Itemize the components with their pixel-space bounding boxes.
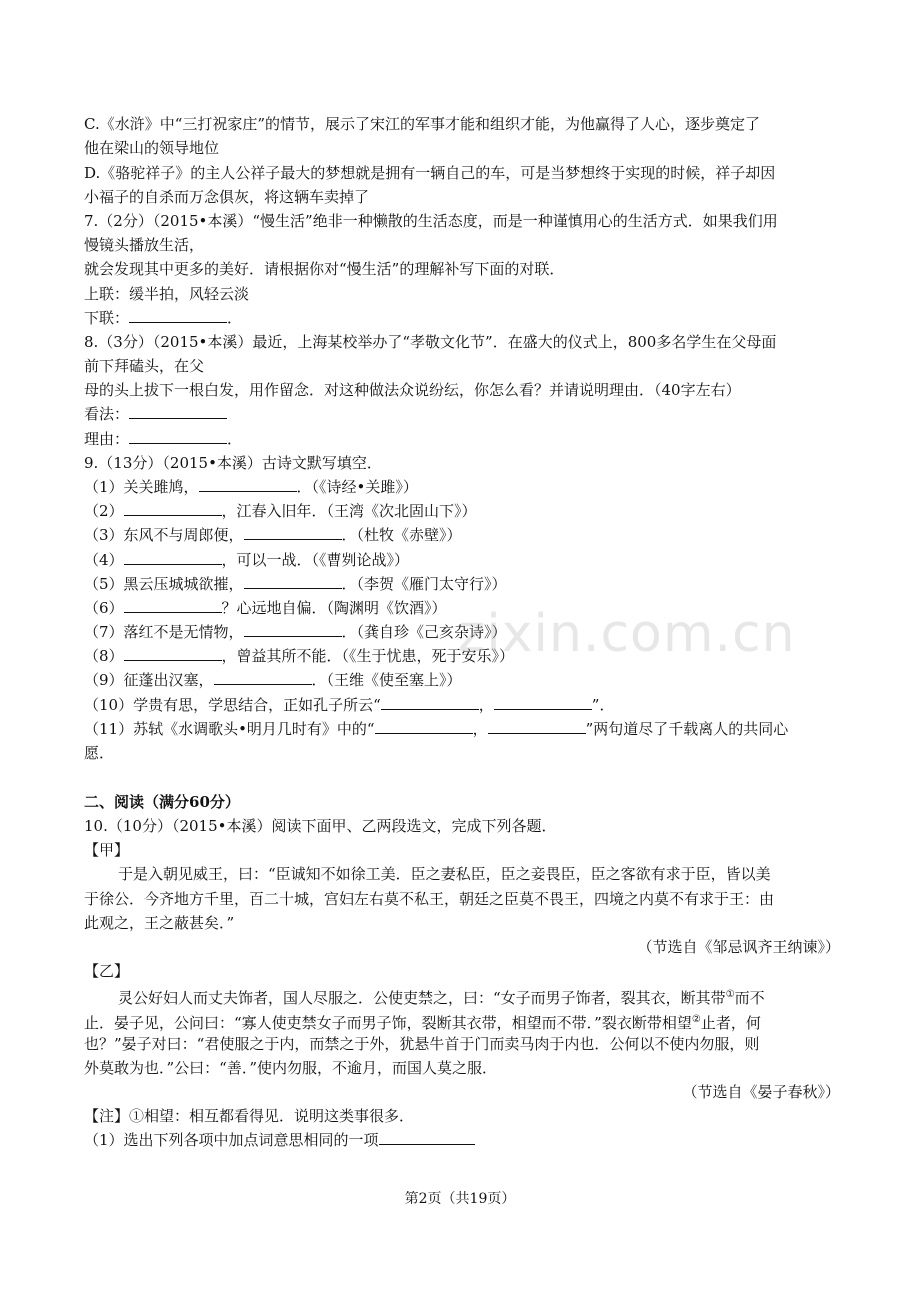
comma: ， (472, 720, 488, 738)
answer-blank[interactable] (129, 404, 227, 419)
option-d-line1: D.《骆驼祥子》的主人公祥子最大的梦想就是拥有一辆自己的车，可是当梦想终于实现的时候，祥子却因 (84, 164, 776, 182)
answer-blank[interactable] (244, 525, 342, 540)
question-text: （1）选出下列各项中加点词意思相同的一项 (84, 1131, 379, 1149)
opinion-label: 看法： (84, 405, 130, 423)
passage-text: 止．晏子见，公问曰：“寡人使吏禁女子而男子饰，裂断其衣带，相望而不带．”裂衣断带相望 (84, 1014, 692, 1032)
comma: ， (478, 696, 494, 714)
answer-blank[interactable] (129, 429, 227, 444)
poem-source: ，曾益其所不能．（《生于忧患，死于安乐》） (221, 647, 515, 665)
passage-yi-line2 (84, 1010, 840, 1033)
question-7-line2: 慢镜头播放生活， (84, 236, 205, 254)
poem-text: （11）苏轼《水调歌头•明月几时有》中的“ (84, 720, 375, 738)
section-2-heading: 二、阅读（满分60分） (84, 793, 240, 811)
poem-source: ”． (591, 696, 615, 714)
passage-yi-line1 (118, 985, 840, 1008)
answer-blank[interactable] (124, 550, 222, 565)
answer-blank[interactable] (494, 695, 592, 710)
poem-source: ．（杜牧《赤壁》） (341, 526, 462, 544)
poem-item-3 (84, 525, 840, 545)
poem-item-10 (84, 695, 840, 715)
poem-source: ．（龚自珍《己亥杂诗》） (341, 623, 507, 641)
answer-blank[interactable] (124, 646, 222, 661)
passage-yi-line3: 也？”晏子对曰：“君使服之于内，而禁之于外，犹悬牛首于门而卖马肉于内也．公何以不使内勿服，则 (84, 1035, 760, 1053)
option-c-line1: C.《水浒》中“三打祝家庄”的情节，展示了宋江的军事才能和组织才能，为他赢得了人心，逐步奠定了 (84, 115, 761, 133)
watermark: zixin.com.cn (458, 604, 796, 664)
poem-text: （7）落红不是无情物， (84, 623, 244, 641)
poem-source: ．（李贺《雁门太守行》） (341, 575, 507, 593)
poem-item-2 (84, 501, 840, 521)
poem-source: ”两句道尽了千载离人的共同心 (585, 720, 789, 738)
passage-jia-line3: 此观之，王之蔽甚矣．” (84, 914, 235, 932)
answer-blank[interactable] (129, 308, 227, 323)
answer-blank[interactable] (124, 501, 222, 516)
passage-jia-source: （节选自《邹忌讽齐王纳谏》） (637, 938, 840, 956)
poem-text: （2） (84, 502, 124, 520)
passage-jia-line2: 于徐公．今齐地方千里，百二十城，宫妇左右莫不私王，朝廷之臣莫不畏王，四境之内莫不有求于王：由 (84, 890, 775, 908)
poem-source: ，江春入旧年．（王湾《次北固山下》） (221, 502, 477, 520)
reason-label: 理由： (84, 430, 130, 448)
poem-text: （10）学贵有思，学思结合，正如孔子所云“ (84, 696, 381, 714)
poem-source: ？心远地自偏．（陶渊明《饮酒》） (221, 599, 447, 617)
answer-blank[interactable] (124, 598, 222, 613)
answer-blank[interactable] (379, 1130, 475, 1145)
question-8-line1: 8.（3分）（2015•本溪）最近，上海某校举办了“孝敬文化节”．在盛大的仪式上，800多名学生在父母面 (84, 333, 777, 351)
poem-source: ．（王维《使至塞上》） (311, 671, 462, 689)
poem-text: （9）征蓬出汉塞， (84, 671, 214, 689)
passage-text: 止者，何 (700, 1014, 761, 1032)
question-10-title: 10.（10分）（2015•本溪）阅读下面甲、乙两段选文，完成下列各题． (84, 817, 557, 835)
lower-couplet-label: 下联： (84, 309, 130, 327)
option-d-line2: 小福子的自杀而万念俱灰，将这辆车卖掉了 (84, 188, 370, 206)
poem-text: （1）关关雎鸠， (84, 478, 199, 496)
period: ． (227, 430, 243, 448)
upper-couplet: 上联：缓半拍，风轻云淡 (84, 285, 250, 303)
reason-row (84, 429, 840, 449)
question-9-title: 9.（13分）（2015•本溪）古诗文默写填空． (84, 454, 382, 472)
poem-item-4 (84, 550, 840, 570)
answer-blank[interactable] (199, 477, 297, 492)
answer-blank[interactable] (488, 719, 586, 734)
footnote-marker: ② (691, 1014, 701, 1025)
poem-item-1 (84, 477, 840, 497)
answer-blank[interactable] (381, 695, 479, 710)
answer-blank[interactable] (375, 719, 473, 734)
question-7-line1: 7.（2分）（2015•本溪）“慢生活”绝非一种懒散的生活态度，而是一种谨慎用心的生活方式．如果我们用 (84, 212, 778, 230)
poem-source: ．（《诗经•关雎》） (296, 478, 418, 496)
opinion-row (84, 404, 840, 424)
answer-blank[interactable] (244, 574, 342, 589)
question-10-1 (84, 1130, 840, 1150)
footnote-marker: ① (725, 989, 735, 1000)
passage-yi-source: （节选自《晏子春秋》） (682, 1083, 840, 1101)
question-7-line3: 就会发现其中更多的美好．请根据你对“慢生活”的理解补写下面的对联． (84, 260, 565, 278)
poem-text: （3）东风不与周郎便， (84, 526, 244, 544)
passage-text: 而不 (734, 989, 765, 1007)
passage-jia-label: 【甲】 (84, 841, 130, 859)
question-8-line2: 前下拜磕头，在父 (84, 357, 205, 375)
poem-item-9 (84, 670, 840, 690)
poem-text: （6） (84, 599, 124, 617)
passage-yi-label: 【乙】 (84, 962, 130, 980)
poem-item-5 (84, 574, 840, 594)
page-footer: 第2页（共19页） (404, 1191, 516, 1207)
poem-item-11 (84, 719, 840, 739)
passage-text: 灵公好妇人而丈夫饰者，国人尽服之．公使吏禁之，曰：“女子而男子饰者，裂其衣，断其带 (118, 989, 726, 1007)
passage-yi-line4: 外莫敢为也．”公曰：“善．”使内勿服，不逾月，而国人莫之服． (84, 1059, 498, 1077)
passage-jia-line1: 于是入朝见威王，曰：“臣诚知不如徐工美．臣之妻私臣，臣之妾畏臣，臣之客欲有求于臣，皆以美 (118, 865, 771, 883)
poem-text: （5）黑云压城城欲摧， (84, 575, 244, 593)
poem-text: （4） (84, 551, 124, 569)
answer-blank[interactable] (244, 622, 342, 637)
answer-blank[interactable] (214, 670, 312, 685)
question-8-line3: 母的头上拔下一根白发，用作留念．对这种做法众说纷纭，你怎么看？并请说明理由．（40字左右） (84, 381, 741, 399)
period: ． (227, 309, 243, 327)
lower-couplet-row (84, 308, 840, 328)
poem-item-11-cont: 愿． (84, 744, 115, 762)
poem-text: （8） (84, 647, 124, 665)
option-c-line2: 他在梁山的领导地位 (84, 139, 220, 157)
poem-source: ，可以一战．（《曹刿论战》） (221, 551, 410, 569)
annotation-note: 【注】①相望：相互都看得见．说明这类事很多． (84, 1107, 415, 1125)
